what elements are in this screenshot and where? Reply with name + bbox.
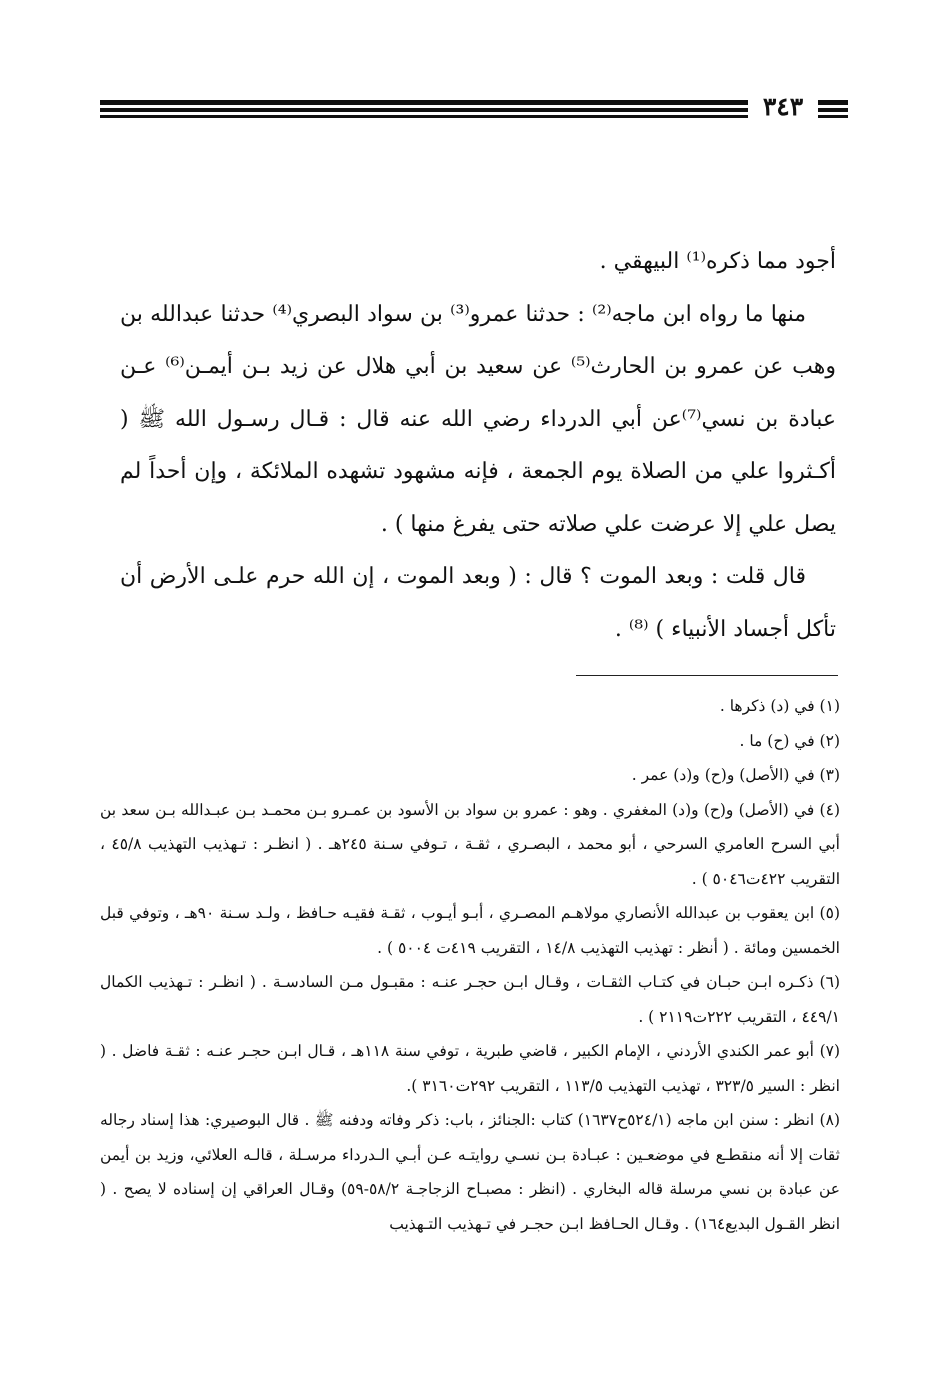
body-paragraph: أجود مما ذكره⁽¹⁾ البيهقي . bbox=[599, 249, 836, 274]
footnote: (٣) في (الأصل) و(ح) و(د) عمر . bbox=[631, 766, 840, 784]
footnote: (٦) ذكـره ابـن حبـان في كتـاب الثقـات ، وقـال ابـن حجـر عنـه : مقبـول مـن السادسـة . ( انظـر : تـهذيب الكمال ٤٤٩/١ ، التقريب ٢٢٢ت٢١١٩ ) . bbox=[100, 973, 840, 1026]
footnotes bbox=[100, 689, 840, 1241]
header-rule bbox=[100, 115, 748, 118]
main-text bbox=[120, 236, 836, 656]
footnote-separator bbox=[576, 675, 838, 676]
body-paragraph: قال قلت : وبعد الموت ؟ قال : ( وبعد الموت ، إن الله حرم علـى الأرض أن تأكل أجساد الأنبياء ) ⁽⁸⁾ . bbox=[120, 564, 836, 642]
footnote: (١) في (د) ذكرها . bbox=[719, 697, 840, 715]
header-rule-end bbox=[818, 100, 848, 105]
footnote: (٥) ابن يعقوب بن عبدالله الأنصاري مولاهـم المصـري ، أبـو أيـوب ، ثقـة فقيـه حـافظ ، ولـد سـنة ٩٠هـ ، وتوفي قبل الخمسين ومائة . ( أنظر : تهذيب التهذيب ١٤/٨ ، التقريب ٤١٩ت ٥٠٠٤ ) . bbox=[100, 904, 840, 957]
body-paragraph: منها ما رواه ابن ماجه⁽²⁾ : حدثنا عمرو⁽³⁾ بن سواد البصري⁽⁴⁾ حدثنا عبدالله بن وهب عن عمرو بن الحارث⁽⁵⁾ عن سعيد بن أبي هلال عن زيد بـن أيمـن⁽⁶⁾ عـن عبادة بن نسي⁽⁷⁾عن أبي الدرداء رضي الله عنه قال : قـال رسـول الله ﷺ ( أكـثروا علي من الصلاة يوم الجمعة ، فإنه مشهود تشهده الملائكة ، وإن أحداً لم يصل علي إلا عرضت علي صلاته حتى يفرغ منها ) . bbox=[120, 301, 837, 537]
footnote: (٤) في (الأصل) و(ح) و(د) المغفري . وهو : عمرو بن سواد بن الأسود بن عمـرو بـن محمـد بـن عبـدالله بـن سعد بن أبي السرح العامري السرحي ، أبو محمد ، البصـري ، ثقـة ، تـوفي سـنة ٢٤٥هـ . ( انظـر : تـهذيب التهذيب ٤٥/٨ ، التقريب ٤٢٢ت٥٠٤٦ ) . bbox=[100, 800, 840, 888]
header-rule bbox=[100, 108, 748, 112]
header-rule bbox=[100, 100, 748, 105]
page-header bbox=[100, 92, 848, 124]
footnote: (٨) انظر : سنن ابن ماجه (٥٢٤/١ح١٦٣٧) كتاب :الجنائز ، باب: ذكر وفاته ودفنه ﷺ . قال البوصيري: هذا إسناد رجاله ثقات إلا أنه منقطـع في موضعـين : عبـادة بـن نسـي روايتـه عـن أبـي الـدرداء مرسـلة ، قالـه العلائي، وزيد بن أيمن عن عبادة بن نسي مرسلة قاله البخاري . (انظر : مصبـاح الزجاجـة ٥٨/٢-٥٩) وقـال العراقي إن إسناده لا يصح . ( انظر القـول البديع١٦٤) . وقـال الحـافظ ابـن حجـر في تـهذيب التـهذيب bbox=[100, 1111, 840, 1233]
footnote: (٢) في (ح) ما . bbox=[739, 731, 840, 750]
header-rule-end bbox=[818, 108, 848, 112]
header-rule-end bbox=[818, 115, 848, 118]
page-number: ٣٤٣ bbox=[750, 90, 816, 124]
footnote: (٧) أبو عمر الكندي الأردني ، الإمام الكبير ، قاضي طبرية ، توفي سنة ١١٨هـ ، قـال ابـن حجـر عنـه : ثقـة فاضل . ( انظر : السير ٣٢٣/٥ ، تهذيب التهذيب ١١٣/٥ ، التقريب ٢٩٢ت٣١٦٠ ). bbox=[100, 1042, 841, 1095]
